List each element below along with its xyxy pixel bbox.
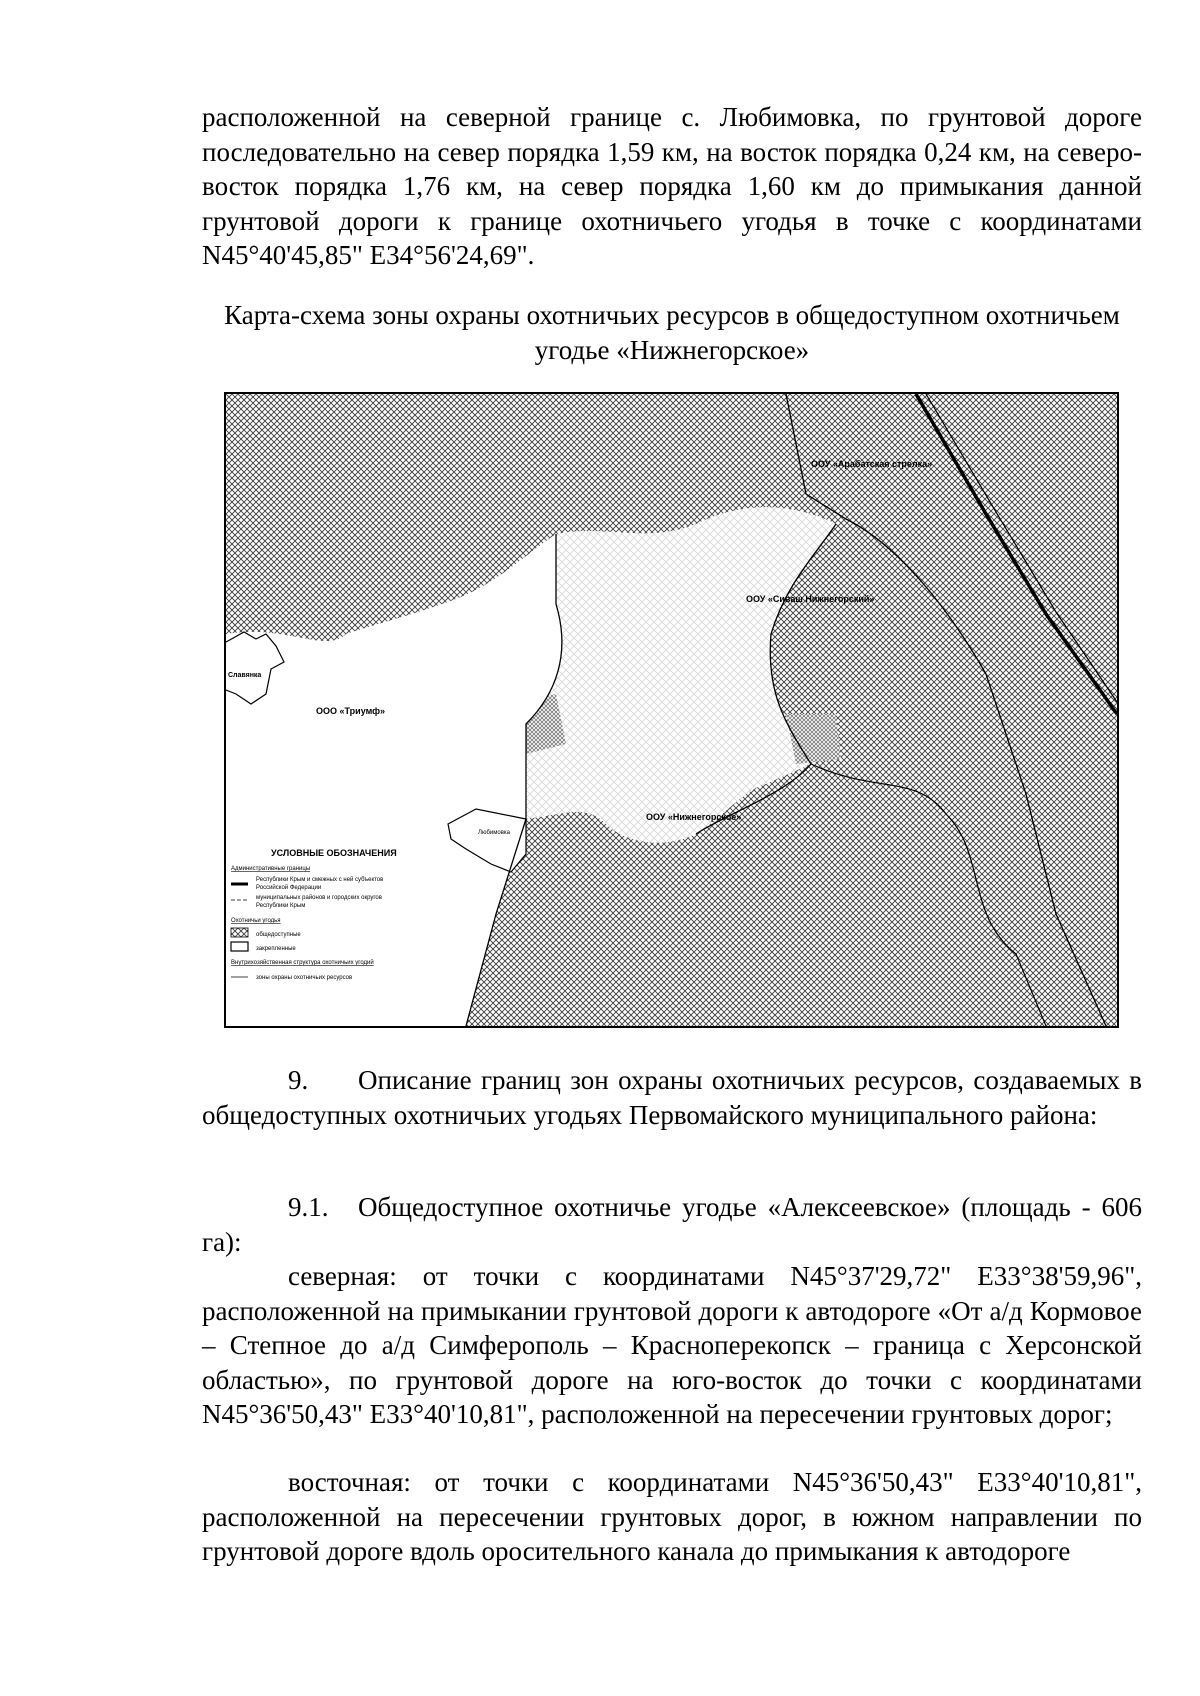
svg-text:Российской Федерации: Российской Федерации <box>256 885 322 891</box>
legend-admin-item1: Республики Крым и смежных с ней субъектов <box>256 877 384 883</box>
legend-public: общедоступные <box>256 932 301 938</box>
section-9-1-north: северная: от точки с координатами N45°37'29,72" E33°38'59,96", расположенной на примыкании грунтовой дороги к автодороге «От а/д Кормовое – Степное до а/д Симферополь – Красноперекопск – граница с Херсонской областью», по грунтовой дороге на юго-восток до точки с координатами N45°36'50,43" E33°40'10,81", расположенной на пересечении грунтовых дорог; <box>202 1261 1142 1430</box>
section-9-1 <box>202 1190 1142 1259</box>
map-caption-line2: угодье «Нижнегорское» <box>534 335 810 365</box>
map-caption-line1: Карта-схема зоны охраны охотничьих ресурсов в общедоступном охотничьем <box>224 300 1120 330</box>
svg-text:Республики Крым: Республики Крым <box>256 903 306 909</box>
intro-paragraph: расположенной на северной границе с. Любимовка, по грунтовой дороге последовательно на север порядка 1,59 км, на восток порядка 0,24 км, на северо-восток порядка 1,76 км, на север порядка 1,60 км до примыкания данной грунтовой дороги к границе охотничьего угодья в точке с координатами N45°40'45,85" E34°56'24,69". <box>202 102 1142 271</box>
label-lyubimovka: Любимовка <box>478 830 510 836</box>
legend-assigned: закрепленные <box>256 946 296 952</box>
legend-structure-header: Внутрихозяйственная структура охотничьих угодий <box>231 960 374 966</box>
label-triumph: ООО «Триумф» <box>316 706 385 716</box>
legend-admin-item2: муниципальных районов и городских округов <box>256 895 382 901</box>
section-9-1-number: 9.1. <box>288 1192 329 1222</box>
map-svg <box>226 394 1117 1026</box>
section-9-1-east: восточная: от точки с координатами N45°36'50,43" E33°40'10,81", расположенной на пересечении грунтовых дорог, в южном направлении по грунтовой дороге вдоль оросительного канала до примыкания к автодороге <box>202 1467 1142 1567</box>
legend-assigned-swatch <box>231 942 248 951</box>
label-arabatskaya: ООУ «Арабатская стрелка» <box>811 459 933 469</box>
legend-hunting-header: Охотничьи угодья <box>231 918 281 924</box>
section-9 <box>202 1063 1142 1132</box>
section-9-1-text: Общедоступное охотничье угодье «Алексеевское» (площадь - 606 га): <box>202 1192 1142 1257</box>
map-figure <box>224 392 1119 1028</box>
section-9-text: Описание границ зон охраны охотничьих ресурсов, создаваемых в общедоступных охотничьих угодьях Первомайского муниципального района: <box>202 1065 1142 1130</box>
legend-title: УСЛОВНЫЕ ОБОЗНАЧЕНИЯ <box>271 848 397 858</box>
label-sivash: ООУ «Сиваш Нижнегорский» <box>746 594 875 604</box>
section-9-number: 9. <box>288 1065 309 1095</box>
label-slavyanka: Славянка <box>228 672 262 679</box>
legend-public-swatch <box>231 928 248 937</box>
label-nizhnegorskoe: ООУ «Нижнегорское» <box>646 812 742 822</box>
map-caption <box>202 298 1142 368</box>
legend-protection-zones: зоны охраны охотничьих ресурсов <box>256 975 353 981</box>
legend-admin-header: Административные границы <box>231 866 311 872</box>
